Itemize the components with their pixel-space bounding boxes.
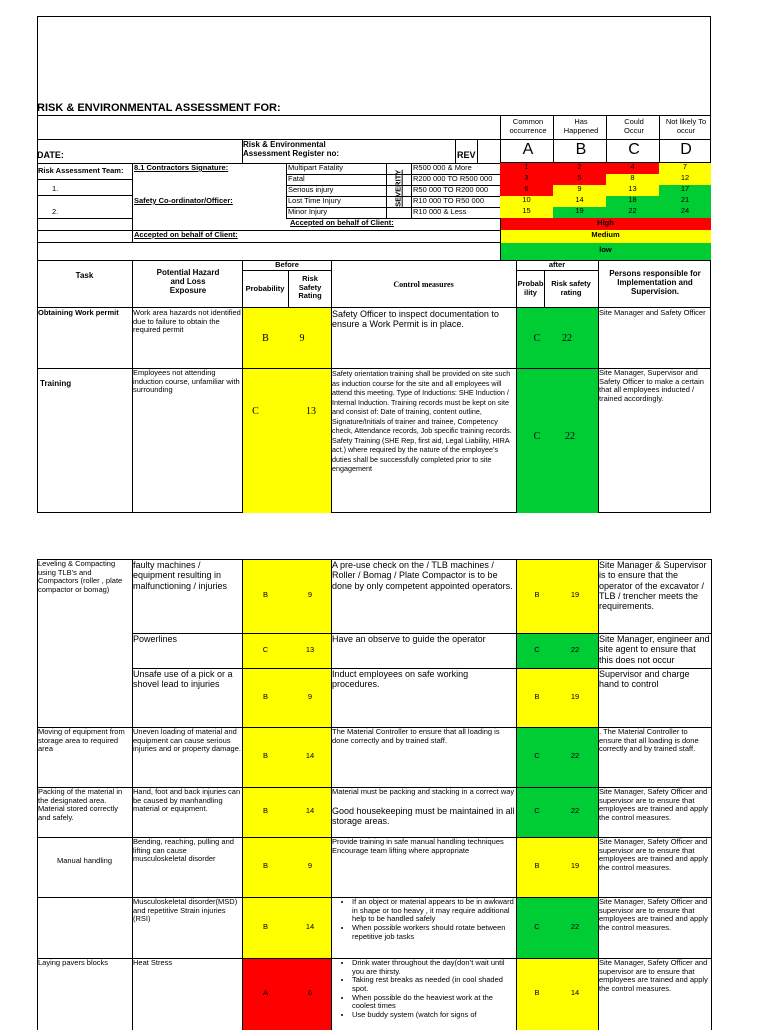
task-cell: Packing of the material in the designated area. Material stored correctly and safely. xyxy=(38,787,123,822)
control-cell: Safety Officer to inspect documentation to ensure a Work Permit is in place. xyxy=(332,309,499,330)
risk-rating-cell: 14 xyxy=(305,921,315,931)
risk-matrix-value: 8 xyxy=(630,173,635,182)
team-member-1: 1. xyxy=(52,184,59,193)
col-responsible: Persons responsible for Implementation and Supervision. xyxy=(609,269,701,297)
risk-matrix-cell xyxy=(500,207,553,218)
control-cell xyxy=(332,898,515,957)
divider xyxy=(286,163,287,218)
divider xyxy=(37,242,500,243)
hazard-cell: Hand, foot and back injuries can be caused by manhandling material or equipment. xyxy=(133,787,241,814)
control-bullets xyxy=(332,959,515,1019)
risk-rating-after-cell: 19 xyxy=(570,691,580,701)
probability-cell: B xyxy=(262,590,268,599)
probability-cell: B xyxy=(262,751,268,760)
legend-low: low xyxy=(500,243,711,260)
risk-rating-after-cell: 19 xyxy=(570,590,580,599)
risk-matrix-value: 22 xyxy=(628,206,637,215)
likelihood-letter-d: D xyxy=(659,139,711,163)
likelihood-letter-a: A xyxy=(500,139,554,163)
control-bullet: • When possible workers should rotate between repetitive job tasks xyxy=(352,924,515,941)
divider xyxy=(411,163,412,218)
probability-after-cell: B xyxy=(534,988,540,997)
responsible-cell: Site Manager, engineer and site agent to ensure that this does not occur xyxy=(599,634,710,665)
responsible-cell: Site Manager, Safety Officer and supervisor are to ensure that employees are trained and apply the control measures. xyxy=(599,837,708,872)
divider xyxy=(37,179,132,180)
hazard-cell: Employees not attending induction course, unfamiliar with surrounding xyxy=(133,368,240,395)
responsible-cell: Site Manager, Safety Officer and supervisor are to ensure that employees are trained and apply the control measures. xyxy=(599,787,708,822)
hazard-cell: Bending, reaching, pulling and lifting can cause musculoskeletal disorder xyxy=(133,837,234,864)
probability-after-cell: B xyxy=(534,861,540,870)
divider xyxy=(37,230,500,231)
severity-label: SEVERITY xyxy=(393,169,403,207)
risk-matrix-cell xyxy=(553,207,606,218)
divider xyxy=(37,195,132,196)
probability-cell: B xyxy=(262,333,269,344)
probability-cell: B xyxy=(262,861,268,870)
col-risk-rating-after: Risk safety rating xyxy=(551,279,591,297)
col-probability: Probability xyxy=(245,284,285,293)
task-cell: Training xyxy=(40,379,72,388)
risk-matrix-value: 9 xyxy=(577,184,582,193)
probability-cell: B xyxy=(262,921,268,931)
col-hazard: Potential Hazard and Loss Exposure xyxy=(156,268,220,296)
hazard-cell: faulty machines / equipment resulting in malfunctioning / injuries xyxy=(133,560,228,591)
risk-rating-cell: 14 xyxy=(305,751,315,760)
risk-matrix-value: 3 xyxy=(524,173,529,182)
task-cell: Obtaining Work permit xyxy=(38,308,119,317)
risk-rating-cell: 9 xyxy=(307,861,313,870)
divider xyxy=(477,139,478,163)
col-task: Task xyxy=(75,271,94,280)
team-label: Risk Assessment Team: xyxy=(38,166,124,175)
hazard-cell: Heat Stress xyxy=(133,958,173,967)
divider xyxy=(37,260,711,261)
risk-rating-cell: 13 xyxy=(306,406,316,417)
col-control: Control measures xyxy=(393,280,454,289)
likelihood-letter-b: B xyxy=(553,139,607,163)
hazard-cell: Work area hazards not identified due to failure to obtain the required permit xyxy=(133,308,241,335)
legend-high: High xyxy=(500,218,711,230)
probability-after-cell: C xyxy=(534,921,540,931)
severity-cost: R50 000 TO R200 000 xyxy=(413,185,489,194)
accepted-client-label-2: Accepted on behalf of Client: xyxy=(290,218,394,227)
probability-after-cell: C xyxy=(533,431,541,442)
risk-matrix-value: 10 xyxy=(522,195,531,204)
team-member-2: 2. xyxy=(52,207,59,216)
divider xyxy=(242,270,332,271)
task-cell: Manual handling xyxy=(56,856,113,865)
probability-after-cell: B xyxy=(534,590,540,599)
risk-matrix-value: 19 xyxy=(575,206,584,215)
rev-label: REV xyxy=(457,150,476,160)
contractor-signature-label: 8.1 Contractors Signature: xyxy=(134,163,229,172)
control-bullets xyxy=(332,898,515,941)
risk-matrix-value: 21 xyxy=(680,195,690,204)
divider xyxy=(500,218,501,260)
control-bullet: • Use buddy system (watch for signs of xyxy=(352,1011,515,1020)
severity-cost: R500 000 & More xyxy=(413,163,472,172)
risk-matrix-value: 7 xyxy=(682,162,688,171)
risk-rating-cell: 13 xyxy=(305,644,315,654)
risk-rating-after-cell: 22 xyxy=(570,644,580,654)
divider xyxy=(516,270,598,271)
probability-after-cell: C xyxy=(534,644,540,654)
task-cell: Leveling & Compacting using TLB’s and Compactors (roller , plate compactor or bomag) xyxy=(38,559,123,594)
severity-type: Minor Injury xyxy=(288,207,328,216)
control-bullet: • Drink water throughout the day(don’t wait until you are thirsty. xyxy=(352,959,515,976)
risk-rating-after-cell: 22 xyxy=(562,333,572,344)
risk-rating-cell: 6 xyxy=(307,988,313,997)
probability-cell: C xyxy=(252,406,259,417)
responsible-cell: Site Manager & Supervisor is to ensure that the operator of the excavator / TLB / trencher meets the requirements. xyxy=(599,560,707,612)
risk-rating-after-cell: 22 xyxy=(570,751,580,760)
control-cell: Material must be packing and stacking in a correct way xyxy=(332,787,515,796)
probability-after-cell: C xyxy=(533,333,541,344)
risk-matrix-value: 6 xyxy=(524,184,529,193)
severity-type: Fatal xyxy=(288,174,305,183)
form-title: RISK & ENVIRONMENTAL ASSESSMENT FOR: xyxy=(37,102,281,114)
col-after: after xyxy=(548,260,566,269)
safety-coordinator-label: Safety Co-ordinator/Officer: xyxy=(134,196,233,205)
risk-rating-cell: 14 xyxy=(305,806,315,815)
severity-cost: R10 000 TO R50 000 xyxy=(413,196,485,205)
probability-cell: B xyxy=(262,691,268,701)
severity-type: Serious injury xyxy=(288,185,334,194)
risk-matrix-value: 1 xyxy=(524,162,529,171)
control-bullet: • Taking rest breaks as needed (in cool shaded spot. xyxy=(352,976,515,993)
risk-rating-after-cell: 22 xyxy=(570,921,580,931)
register-label: Risk & Environmental Assessment Register no: xyxy=(243,140,340,159)
control-cell: Safety orientation training shall be provided on site such as induction course for the site and all employees will attend this meeting. Type of Inductions: SHE Induction / Internal Induction. Training records must be kept on site and consist of: Date of training, content outline, Signature/Initials of trainer and trainee, Competency check, Attendance records, Job specific training records. Safety Training (SHE Rep, first aid, Legal Liability, HIRA act.) where required by the nature of the employee’s duties shall be successfully completed prior to site engagement xyxy=(332,369,512,473)
severity-type: Multipart Fatality xyxy=(288,163,344,172)
risk-matrix-value: 12 xyxy=(680,173,690,182)
risk-rating-cell: 9 xyxy=(299,333,305,344)
control-cell xyxy=(332,959,515,1029)
legend-medium: Medium xyxy=(500,230,711,243)
hazard-cell: Uneven loading of material and equipment can cause serious injuries and or property damage. xyxy=(133,727,241,754)
risk-matrix-cell xyxy=(606,207,659,218)
risk-rating-after-cell: 19 xyxy=(570,861,580,870)
risk-rating-cell: 9 xyxy=(307,691,313,701)
risk-matrix-value: 2 xyxy=(577,162,582,171)
risk-matrix-value: 24 xyxy=(680,206,690,215)
severity-cost: R10 000 & Less xyxy=(413,207,467,216)
task-cell: Laying pavers blocks xyxy=(38,958,109,967)
severity-cost: R200 000 TO R500 000 xyxy=(413,174,493,183)
control-cell: Provide training in safe manual handling techniques Encourage team lifting where appropriate xyxy=(332,837,504,855)
responsible-cell: Supervisor and charge hand to control xyxy=(599,669,690,690)
risk-rating-cell: 9 xyxy=(307,590,313,599)
control-cell: Have an observe to guide the operator xyxy=(332,634,486,644)
risk-rating-after-cell: 22 xyxy=(565,431,575,442)
divider xyxy=(711,559,712,1030)
probability-cell: B xyxy=(262,806,268,815)
divider xyxy=(286,218,500,219)
risk-matrix-cell xyxy=(659,207,711,218)
control-cell: Good housekeeping must be maintained in all storage areas. xyxy=(332,806,515,827)
risk-matrix-value: 14 xyxy=(575,195,584,204)
accepted-client-label-1: Accepted on behalf of Client: xyxy=(134,230,238,239)
risk-rating-after-cell: 14 xyxy=(570,988,580,997)
hazard-cell: Musculoskeletal disorder(MSD) and repetitive Strain injuries (RSI) xyxy=(133,897,238,924)
risk-rating-after-cell: 22 xyxy=(570,806,580,815)
divider xyxy=(386,163,387,218)
control-cell: A pre-use check on the / TLB machines / Roller / Bomag / Plate Compactor is to be done by only competent appointed operators. xyxy=(332,560,513,591)
col-probability-after: Probability xyxy=(517,279,544,297)
col-risk-rating: Risk Safety Rating xyxy=(298,274,322,301)
probability-after-cell: C xyxy=(534,806,540,815)
divider xyxy=(132,163,133,242)
divider xyxy=(455,139,456,163)
probability-after-cell: C xyxy=(534,751,540,760)
hazard-cell: Unsafe use of a pick or a shovel lead to injuries xyxy=(133,669,233,690)
likelihood-header-b: Has Happened xyxy=(553,115,607,140)
probability-cell: A xyxy=(262,988,268,997)
rating-cell xyxy=(243,369,331,513)
col-before: Before xyxy=(275,260,299,269)
hazard-cell: Powerlines xyxy=(133,634,178,644)
risk-matrix-value: 15 xyxy=(522,206,531,215)
risk-matrix-value: 5 xyxy=(577,173,582,182)
divider xyxy=(37,218,132,219)
date-label: DATE: xyxy=(37,150,64,160)
likelihood-header-a: Common occurrence xyxy=(500,115,554,140)
control-bullet: • If an object or material appears to be in awkward in shape or too heavy , it may require additional help to be handled safely xyxy=(352,898,515,924)
probability-cell: C xyxy=(262,644,269,654)
risk-matrix-value: 13 xyxy=(628,184,637,193)
responsible-cell: Site Manager, Safety Officer and supervisor are to ensure that employees are trained and apply the control measures. xyxy=(599,897,708,932)
likelihood-header-d: Not likely To occur xyxy=(659,115,711,140)
responsible-cell: Site Manager, Supervisor and Safety Officer to make a certain that all employees inducted / trained accordingly. xyxy=(599,368,704,403)
responsible-cell: Site Manager, Safety Officer and supervisor are to ensure that employees are trained and apply the control measures. xyxy=(599,958,708,993)
responsible-cell: . The Material Controller to ensure that all loading is done correctly and by trained staff. xyxy=(599,727,699,754)
responsible-cell: Site Manager and Safety Officer xyxy=(599,308,706,317)
divider xyxy=(37,897,132,898)
control-cell: Induct employees on safe working procedures. xyxy=(332,669,469,690)
risk-matrix-value: 4 xyxy=(630,162,635,171)
control-cell: The Material Controller to ensure that all loading is done correctly and by trained staff. xyxy=(332,727,500,745)
risk-matrix-value: 17 xyxy=(680,184,690,193)
probability-after-cell: B xyxy=(534,691,540,701)
risk-matrix-value: 18 xyxy=(628,195,637,204)
likelihood-header-c: Could Occur xyxy=(606,115,660,140)
task-cell: Moving of equipment from storage area to required area xyxy=(38,727,125,754)
likelihood-letter-c: C xyxy=(606,139,660,163)
control-bullet: • When possible do the heaviest work at the coolest times xyxy=(352,994,515,1011)
severity-type: Lost Time Injury xyxy=(288,196,341,205)
